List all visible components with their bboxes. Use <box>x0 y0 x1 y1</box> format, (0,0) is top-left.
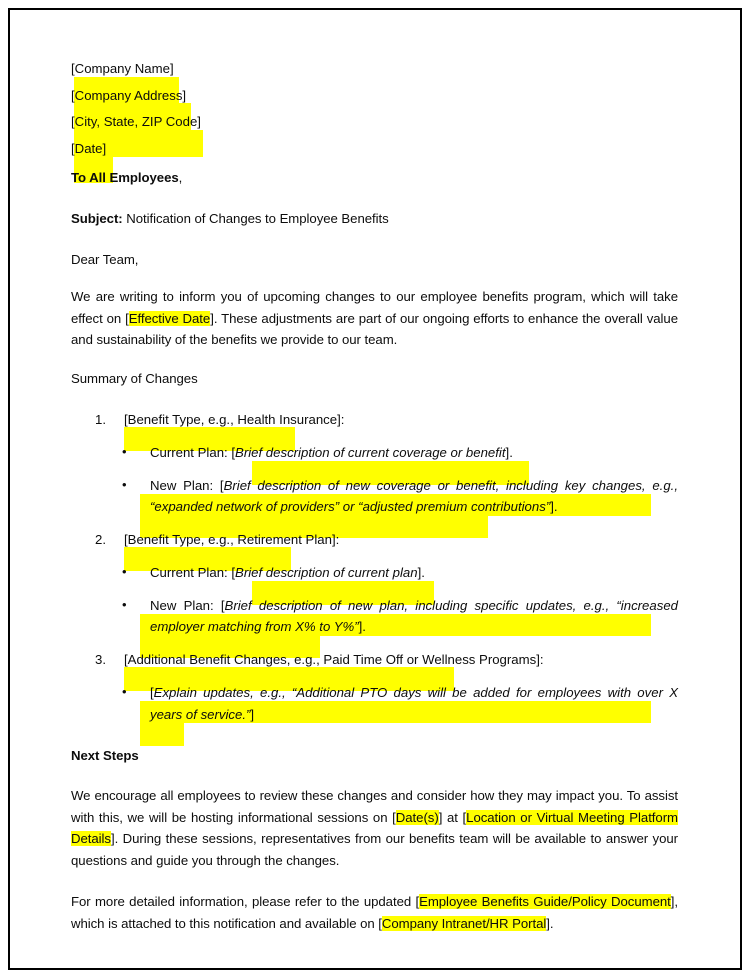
list-item-1 <box>95 409 678 431</box>
letterhead-date-text: [Date] <box>71 140 107 156</box>
next-steps-p1-highlight-location: Location or Virtual Meeting Platform Details <box>71 809 678 846</box>
list-item-1-title: Benefit Type, e.g., Health Insurance <box>127 411 338 427</box>
list-item-3-bullet-1-italic: Explain updates, e.g., “Additional PTO days will be added for employees with over X years of service.” <box>150 685 678 722</box>
bullet-icon: • <box>122 476 127 492</box>
letterhead-company-address-text: [Company Address] <box>71 87 187 103</box>
list-item-3-close: ]: <box>536 651 544 667</box>
summary-heading <box>71 370 678 387</box>
list-item-1-marker: 1. <box>95 411 106 427</box>
audience-comma: , <box>178 170 183 185</box>
list-item-1-open: [ <box>124 411 128 427</box>
list-item-2-bullet-1-lead: Current Plan: [ <box>150 565 236 580</box>
next-steps-p2-part2: ]. <box>546 915 554 931</box>
audience-label: To All Employees <box>71 170 179 185</box>
list-item-2-bullet-2-lead: New Plan: [ <box>150 597 225 613</box>
list-item-1-close: ]: <box>337 411 345 427</box>
letterhead-city-state-zip <box>71 113 678 140</box>
bullet-icon: • <box>122 444 127 459</box>
list-item-1-bullet-2-tail: ]. <box>550 499 558 514</box>
bullet-icon: • <box>122 564 127 579</box>
intro-part1: We are writing to inform you of upcoming changes to our employee benefits program, which will take effect on [ <box>71 289 678 326</box>
list-item-2-bullet-1-italic: Brief description of current plan <box>235 565 418 580</box>
audience-line <box>71 169 678 186</box>
list-item-2-bullet-2-italic: Brief description of new plan, including specific updates, e.g., “increased employer matching from X% to Y%” <box>150 597 678 634</box>
list-item-1-bullet-1-lead: Current Plan: [ <box>150 445 236 460</box>
highlight-band-3-1b <box>140 723 184 746</box>
list-item-3-bullet-1-tail: ] <box>250 706 255 722</box>
greeting-text: Dear Team, <box>71 252 139 267</box>
greeting-line <box>71 251 678 268</box>
next-steps-paragraph-1 <box>71 785 678 871</box>
bullet-icon: • <box>122 684 127 699</box>
subject-text: Notification of Changes to Employee Benefits <box>122 211 389 226</box>
next-steps-p2-part1: For more detailed information, please refer to the updated [ <box>71 894 420 909</box>
next-steps-p2-highlight-portal: Company Intranet/HR Portal <box>381 915 547 931</box>
next-steps-p2-mid: ], which is attached to this notification and available on [ <box>71 894 678 931</box>
list-item-3-open: [ <box>124 651 128 667</box>
letterhead-company-address <box>71 87 678 114</box>
list-item-3-title: Additional Benefit Changes, e.g., Paid Time Off or Wellness Programs <box>127 651 537 667</box>
next-steps-p2-highlight-guide: Employee Benefits Guide/Policy Document <box>419 894 671 909</box>
list-item-2-open: [ <box>124 531 128 547</box>
intro-highlight-effective-date: Effective Date <box>128 310 211 326</box>
list-item-1-bullet-1 <box>122 442 678 464</box>
letterhead-date <box>71 140 678 167</box>
list-item-3 <box>95 649 678 671</box>
next-steps-p1-part1: We encourage all employees to review these changes and consider how they may impact you. To assist with this, we will be hosting informational sessions on [ <box>71 788 678 825</box>
subject-line <box>71 210 678 227</box>
letterhead-city-state-zip-text: [City, State, ZIP Code] <box>71 114 201 129</box>
list-item-1-bullet-2-lead: New Plan: [ <box>150 477 224 493</box>
next-steps-paragraph-2 <box>71 891 678 934</box>
list-item-2-bullet-1-tail: ]. <box>417 565 425 580</box>
next-steps-heading <box>71 747 678 764</box>
next-steps-p1-highlight-dates: Date(s) <box>395 809 439 825</box>
next-steps-heading-text: Next Steps <box>71 748 139 763</box>
next-steps-p1-mid: ] at [ <box>438 809 467 825</box>
subject-label: Subject: <box>71 211 123 226</box>
list-item-1-bullet-2-italic: Brief description of new coverage or benefit, including key changes, e.g., “expanded network of providers” or “adjusted premium contributions” <box>150 477 678 514</box>
next-steps-p1-part2: ]. During these sessions, representatives from our benefits team will be available to answer your questions and guide you through the changes. <box>71 831 678 868</box>
list-item-3-marker: 3. <box>95 651 106 667</box>
list-item-2 <box>95 529 678 551</box>
summary-heading-text: Summary of Changes <box>71 370 198 386</box>
list-item-1-bullet-1-tail: ]. <box>505 445 513 460</box>
list-item-2-title: Benefit Type, e.g., Retirement Plan <box>127 531 332 547</box>
list-item-2-marker: 2. <box>95 531 106 547</box>
intro-paragraph <box>71 286 678 351</box>
letterhead-company-name-text: [Company Name] <box>71 61 174 76</box>
list-item-1-bullet-1-italic: Brief description of current coverage or benefit <box>235 445 506 460</box>
document-content <box>71 60 678 934</box>
intro-part2: ]. These adjustments are part of our ongoing efforts to enhance the overall value and sustainability of the benefits we provide to our team. <box>71 310 679 347</box>
list-item-3-bullet-1 <box>122 682 678 725</box>
list-item-2-close: ]: <box>331 531 340 547</box>
bullet-icon: • <box>122 596 127 612</box>
letterhead-company-name <box>71 60 678 87</box>
list-item-3-bullet-1-lead: [ <box>150 685 154 700</box>
list-item-2-bullet-2 <box>122 595 678 638</box>
list-item-2-bullet-2-tail: ]. <box>358 619 366 634</box>
list-item-1-bullet-2 <box>122 475 678 518</box>
list-item-2-bullet-1 <box>122 562 678 584</box>
letterhead-block <box>71 60 678 166</box>
